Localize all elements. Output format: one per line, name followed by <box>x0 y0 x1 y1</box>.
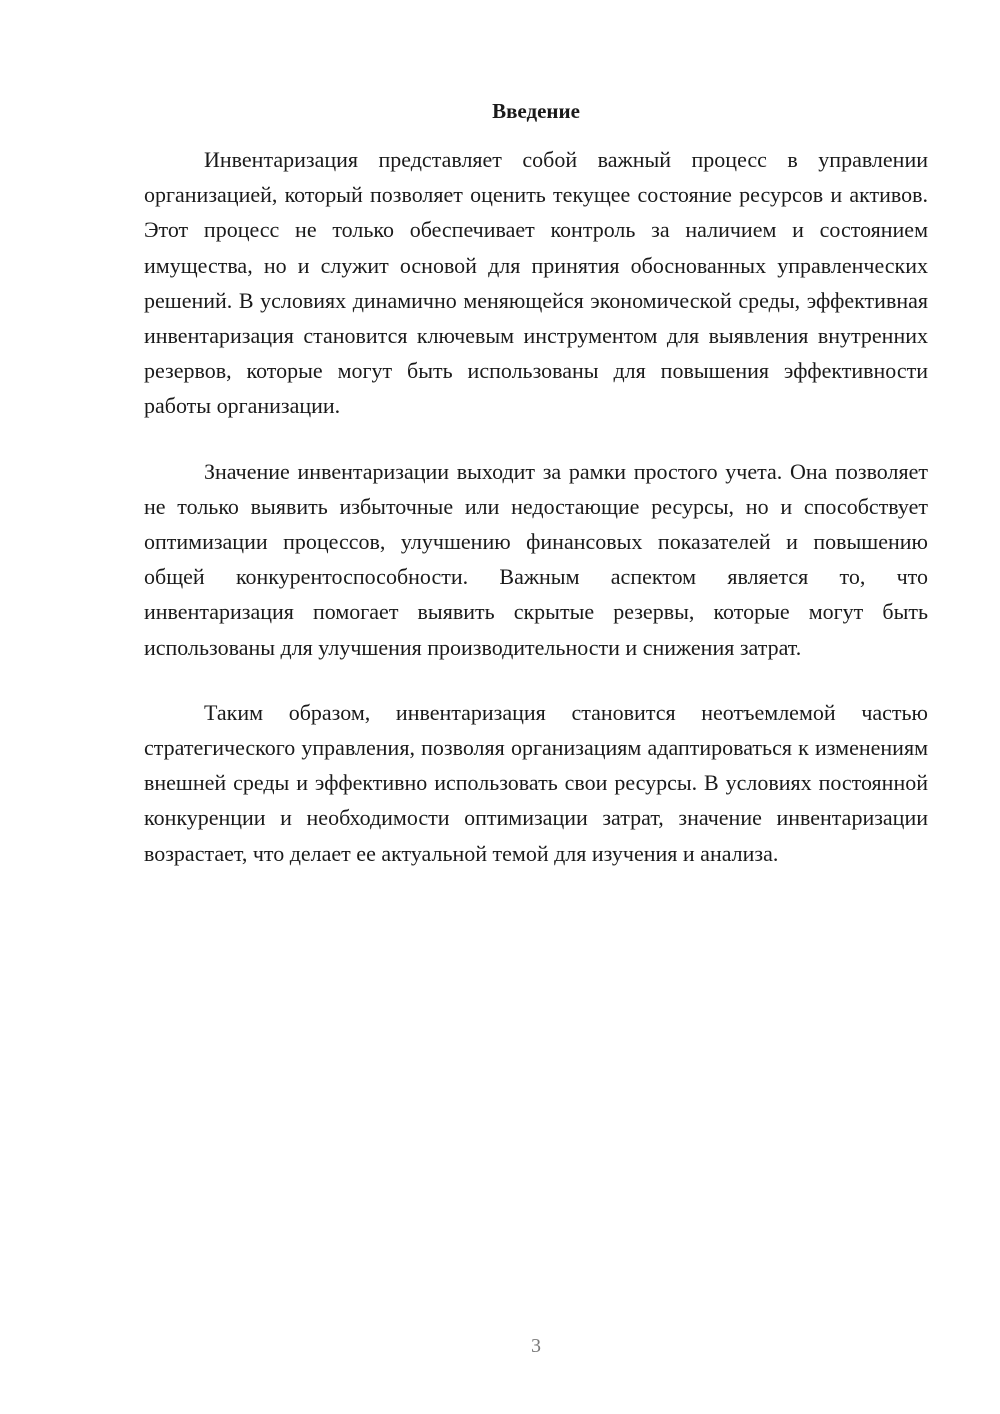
paragraph-2: Значение инвентаризации выходит за рамки простого учета. Она позволяет не только выявить избыточные или недостающие ресурсы, но и способствует оптимизации процессов, улучшению финансовых показателей и повышению общей конкурентоспособности. Важным аспектом является то, что инвентаризация помогает выявить скрытые резервы, которые могут быть использованы для улучшения производительности и снижения затрат. <box>144 458 928 660</box>
paragraph-1: Инвентаризация представляет собой важный процесс в управлении организацией, который позволяет оценить текущее состояние ресурсов и активов. Этот процесс не только обеспечивает контроль за наличием и состоянием имущества, но и служит основой для принятия обоснованных управленческих решений. В условиях динамично меняющейся экономической среды, эффективная инвентаризация становится ключевым инструментом для выявления внутренних резервов, которые могут быть использованы для повышения эффективности работы организации. <box>144 147 928 419</box>
section-title: Введение <box>492 99 580 123</box>
body-text <box>144 142 928 901</box>
page-number: 3 <box>531 1335 541 1357</box>
paragraph-3: Таким образом, инвентаризация становится неотъемлемой частью стратегического управления, позволяя организациям адаптироваться к изменениям внешней среды и эффективно использовать свои ресурсы. В условиях постоянной конкуренции и необходимости оптимизации затрат, значение инвентаризации возрастает, что делает ее актуальной темой для изучения и анализа. <box>144 699 928 866</box>
